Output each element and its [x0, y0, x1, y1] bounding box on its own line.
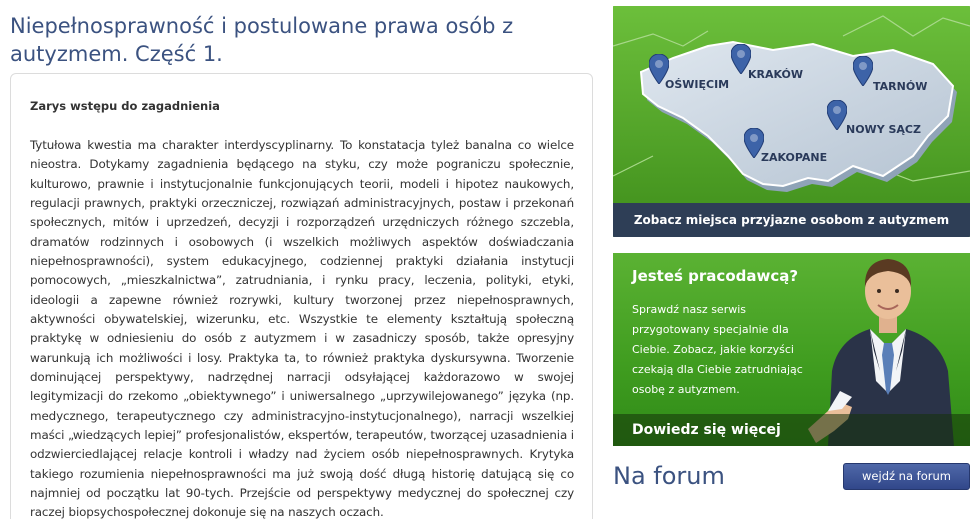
article-subtitle: Zarys wstępu do zagadnienia	[30, 99, 220, 113]
employer-text: Sprawdź nasz serwis przygotowany specjalnie dla Ciebie. Zobacz, jakie korzyści czekają dla Ciebie zatrudniając osobę z autyzmem.	[632, 303, 803, 396]
article-body: Tytułowa kwestia ma charakter interdyscyplinarny. To konstatacja tyleż banalna co wielce nieostra. Dotykamy zagadnienia będącego na styku, czy może pograniczu społecznie, kulturowo, prawnie i instytucjonalnie funkcjonujących teorii, modeli i hipotez naukowych, regulacji prawnych, praktyki orzeczniczej, rozwiązań administracyjnych, postaw i przekonań społecznych, mitów i uprzedzeń, decyzji i rozporządzeń urzędniczych różnego szczebla, dramatów rodzinnych i osobowych (i wszelkich możliwych aspektów doświadczania niepełnosprawności), system edukacyjnego, codziennej praktyki działania instytucji pomocowych, „mieszkalnictwa”, zatrudniania, i rynku pracy, leczenia, polityki, etyki, ideologii a zapewne również rozrywki, kultury tworzonej przez niepełnosprawnych, aktywności obywatelskiej, wizerunku, etc. Wszystkie te elementy kształtują społeczną praktykę w odniesieniu do osób z autyzmem i w zasadniczy sposób, także opresyjny warunkują ich możliwości i losy. Praktyka ta, to również praktyka dyskursywna. Tworzenie dominującej perspektywy, nadrzędnej narracji odsyłającej każdorazowo w swojej legitymizacji do rzekomo „obiektywnego” i uniwersalnego „uprzywilejowanego” języka (np. medycznego, terapeutycznego czy administracyjno-instytucjonalnego), narracji wszelkiej maści „wiedzących lepiej” profesjonalistów, ekspertów, terapeutów, tworzącej uzasadnienia i odzwierciedlającej relacje kontroli i władzy nad życiem osób niepełnosprawnych. Krytyka takiego rozumienia niepełnosprawności ma już swoją dość długą historię datującą się co najmniej od początku lat 90-tych. Przejście od perspektywy medycznej do społecznej czy raczej biopsychospołecznej dokonuje się na naszych oczach.	[30, 138, 574, 519]
forum-heading: Na forum	[613, 462, 725, 490]
city-label-krakow[interactable]: KRAKÓW	[748, 68, 804, 81]
employer-title: Jesteś pracodawcą?	[632, 267, 799, 285]
employer-cta-link[interactable]: Dowiedz się więcej	[632, 422, 781, 438]
map-caption-link[interactable]: Zobacz miejsca przyjazne osobom z autyzmem	[613, 203, 970, 237]
map-pin-icon[interactable]	[853, 56, 873, 86]
city-label-zakopane[interactable]: ZAKOPANE	[761, 151, 828, 164]
map-banner[interactable]	[613, 6, 970, 237]
employer-banner[interactable]	[613, 253, 970, 446]
employer-cta-bar[interactable]	[613, 414, 970, 446]
page-title: Niepełnosprawność i postulowane prawa osób z autyzmem. Część 1.	[10, 14, 514, 66]
article-box	[10, 73, 593, 519]
city-label-tarnow[interactable]: TARNÓW	[873, 80, 928, 93]
city-label-oswiecim[interactable]: OŚWIĘCIM	[665, 78, 730, 91]
forum-enter-button[interactable]: wejdź na forum	[843, 463, 970, 490]
city-label-nowy-sacz[interactable]: NOWY SĄCZ	[846, 123, 921, 136]
map-pin-icon[interactable]	[827, 100, 847, 130]
